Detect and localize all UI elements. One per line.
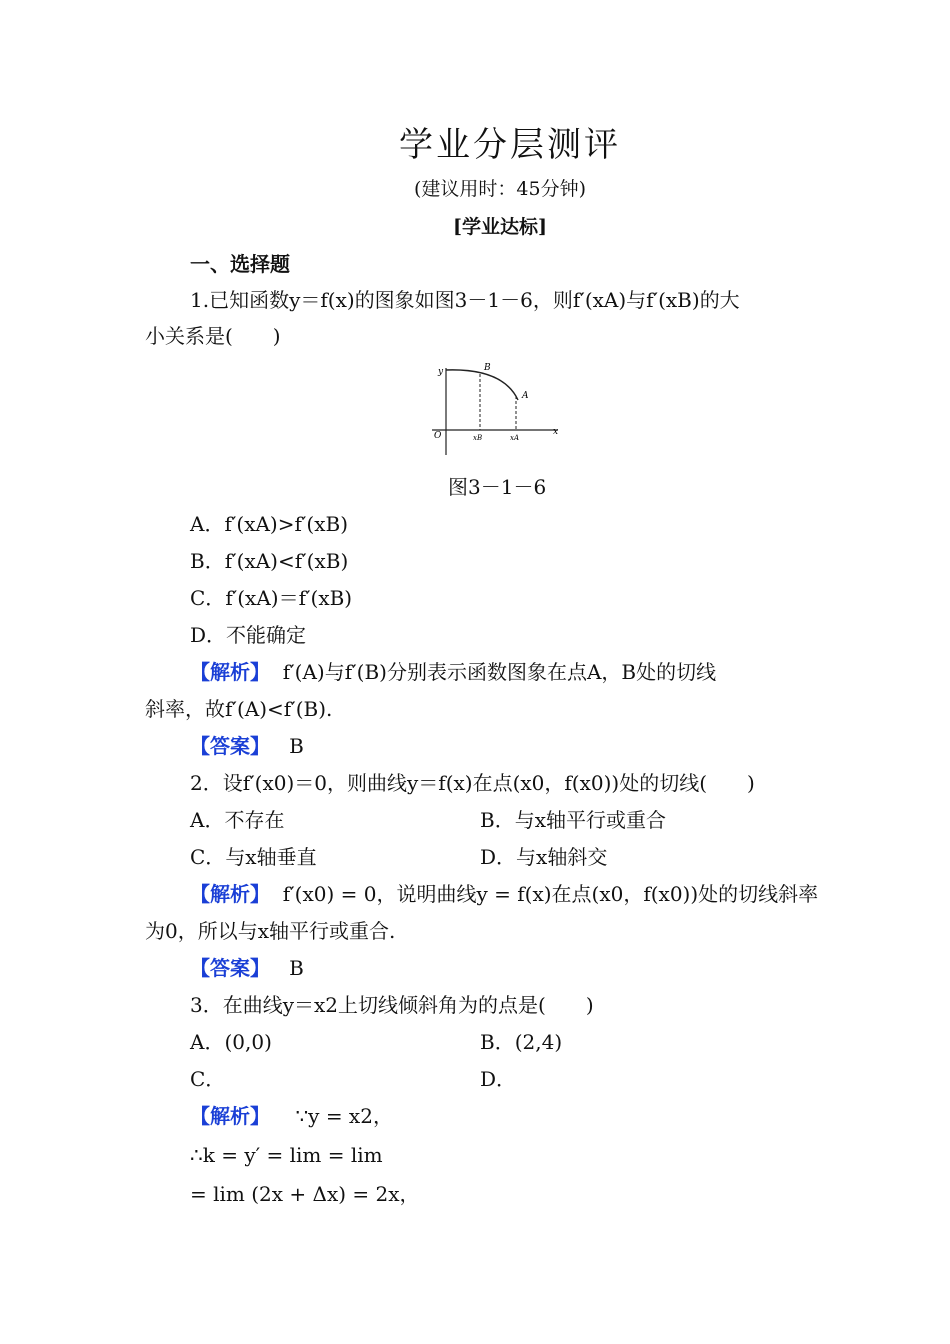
section-header: [学业达标] — [453, 216, 547, 238]
q3-analysis-line1: 【解析】 ∵y = x2， — [190, 1104, 393, 1128]
q2-analysis-line1: 【解析】 f′(x0) = 0，说明曲线y = f(x)在点(x0，f(x0))处的切线斜率 — [190, 882, 819, 906]
part-one-heading: 一、选择题 — [190, 252, 290, 276]
page-title: 学业分层测评 — [399, 125, 621, 165]
q2-analysis-line2: 为0，所以与x轴平行或重合. — [145, 919, 396, 943]
q3-option-c: C． — [190, 1067, 226, 1091]
q1-stem-line1: 1.已知函数y＝f(x)的图象如图3－1－6，则f′(xA)与f′(xB)的大 — [190, 288, 740, 312]
q2-option-d: D．与x轴斜交 — [480, 845, 608, 869]
q2-stem: 2．设f′(x0)＝0，则曲线y＝f(x)在点(x0，f(x0))处的切线( ) — [190, 771, 755, 795]
point-a-label: A — [522, 391, 529, 401]
q3-analysis-line3: = lim (2x + Δx) = 2x， — [190, 1182, 420, 1206]
q2-option-b: B．与x轴平行或重合 — [480, 808, 666, 832]
q3-stem: 3．在曲线y＝x2上切线倾斜角为的点是( ) — [190, 993, 594, 1017]
q1-option-b: B．f′(xA)<f′(xB) — [190, 549, 349, 573]
q2-option-a: A．不存在 — [190, 808, 285, 832]
q2-answer: 【答案】 B — [190, 956, 304, 980]
q1-option-d: D．不能确定 — [190, 623, 307, 647]
q3-option-b: B．(2,4) — [480, 1030, 563, 1054]
time-note: (建议用时：45分钟) — [413, 178, 586, 200]
xb-label: xB — [473, 434, 483, 442]
function-curve — [446, 370, 518, 400]
q3-option-a: A．(0,0) — [190, 1030, 272, 1054]
point-b-label: B — [484, 363, 491, 373]
q1-option-a: A．f′(xA)>f′(xB) — [190, 512, 349, 536]
q1-figure — [428, 360, 568, 460]
q1-stem-line2: 小关系是( ) — [145, 324, 281, 348]
q1-figure-caption: 图3－1－6 — [448, 475, 547, 499]
y-label: y — [438, 367, 444, 377]
q1-answer: 【答案】 B — [190, 734, 304, 758]
q1-option-c: C．f′(xA)＝f′(xB) — [190, 586, 353, 610]
q3-analysis-line2: ∴k = y′ = lim = lim — [190, 1143, 383, 1167]
q2-option-c: C．与x轴垂直 — [190, 845, 317, 869]
q1-analysis-line1: 【解析】 f′(A)与f′(B)分别表示函数图象在点A，B处的切线 — [190, 660, 717, 684]
xa-label: xA — [510, 434, 520, 442]
q3-option-d: D． — [480, 1067, 517, 1091]
x-label: x — [553, 427, 559, 437]
origin-label: O — [434, 431, 442, 441]
q1-analysis-line2: 斜率，故f′(A)<f′(B). — [145, 697, 333, 721]
